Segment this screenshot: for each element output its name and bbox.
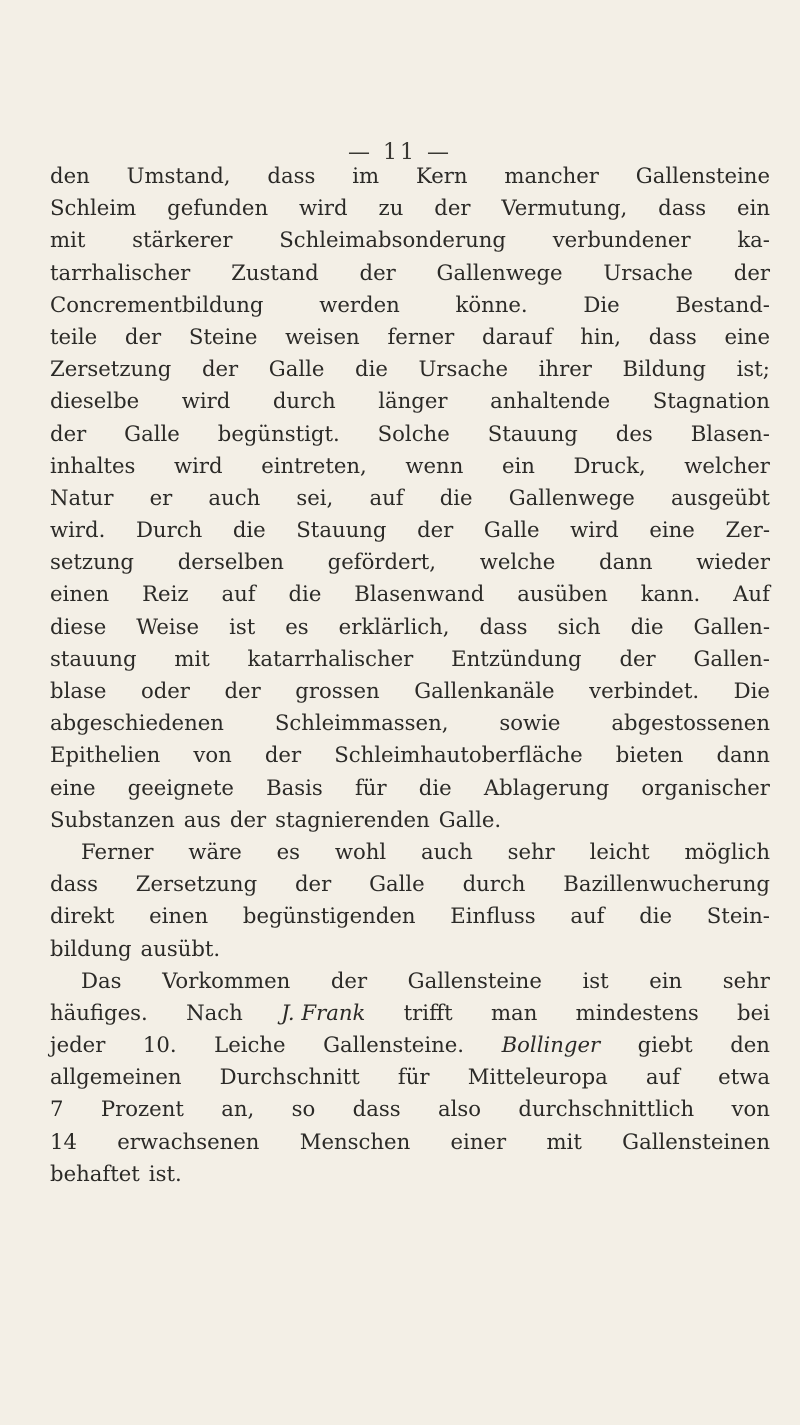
text-line bbox=[50, 933, 770, 965]
word: der bbox=[733, 259, 770, 285]
word: der bbox=[359, 259, 396, 285]
word: Druck, bbox=[573, 452, 646, 478]
text-line bbox=[50, 707, 770, 739]
word: einer bbox=[450, 1128, 507, 1154]
word: die bbox=[418, 774, 452, 800]
word: Vermutung, bbox=[501, 195, 628, 221]
word: Gallenkanäle bbox=[414, 678, 555, 703]
text-line bbox=[50, 739, 770, 771]
word: so bbox=[291, 1096, 316, 1122]
word: mit bbox=[50, 227, 86, 253]
word: ist; bbox=[736, 356, 770, 382]
word: häufiges. bbox=[50, 999, 148, 1025]
word: derselben bbox=[177, 549, 284, 575]
word: Bestand- bbox=[675, 291, 770, 317]
word: eine bbox=[724, 323, 770, 349]
text-line bbox=[50, 418, 770, 450]
word: Zersetzung bbox=[135, 871, 258, 897]
text-line bbox=[50, 900, 770, 932]
word: die bbox=[232, 517, 266, 543]
word: wenn bbox=[405, 452, 464, 478]
word: ka- bbox=[737, 227, 770, 253]
word: jeder bbox=[50, 1032, 106, 1058]
word: wird bbox=[181, 388, 231, 414]
word: die bbox=[355, 356, 388, 382]
page-number: — 11 — bbox=[348, 140, 452, 165]
word: dass bbox=[658, 195, 707, 221]
word: stauung bbox=[50, 645, 137, 671]
word: er bbox=[149, 484, 173, 510]
word: ein bbox=[649, 967, 683, 993]
word: Concrementbildung bbox=[50, 291, 264, 317]
word: wäre bbox=[188, 838, 242, 864]
word: Kern bbox=[415, 163, 468, 188]
word: sehr bbox=[722, 967, 770, 993]
word: sehr bbox=[507, 838, 555, 864]
word: im bbox=[352, 163, 380, 188]
word: durch bbox=[272, 388, 336, 414]
word: darauf bbox=[482, 323, 553, 349]
word: Blasenwand bbox=[354, 581, 485, 607]
word: ist bbox=[229, 613, 256, 639]
word: für bbox=[397, 1064, 430, 1090]
word: anhaltende bbox=[490, 388, 611, 414]
word: Zer- bbox=[725, 517, 770, 543]
word: Natur bbox=[50, 484, 114, 510]
word: Galle bbox=[268, 356, 325, 382]
word: eine bbox=[649, 517, 695, 543]
word: Galle bbox=[369, 871, 425, 897]
word: an, bbox=[221, 1096, 255, 1122]
word: Stauung bbox=[487, 420, 578, 446]
word: von bbox=[193, 742, 232, 768]
word: auf bbox=[570, 903, 605, 929]
word: J. Frank bbox=[281, 999, 366, 1025]
word: kann. bbox=[640, 581, 701, 607]
word: gefunden bbox=[167, 195, 269, 221]
text-line bbox=[50, 546, 770, 578]
text-line bbox=[50, 1158, 770, 1190]
text-line bbox=[50, 1029, 770, 1061]
word: Bollinger bbox=[501, 1032, 601, 1058]
word: blase bbox=[50, 678, 107, 703]
word: Galle. bbox=[438, 806, 502, 832]
word: Vorkommen bbox=[162, 967, 291, 993]
text-line bbox=[50, 192, 770, 224]
word: der bbox=[229, 806, 267, 832]
word: Gallensteine bbox=[407, 967, 542, 993]
word: bei bbox=[737, 999, 770, 1025]
word: bildung bbox=[50, 935, 132, 961]
word: Reiz bbox=[142, 581, 189, 607]
word: den bbox=[730, 1032, 770, 1058]
word: die bbox=[630, 613, 664, 639]
word: teile bbox=[50, 323, 98, 349]
word: begünstigt. bbox=[217, 420, 340, 446]
word: 7 bbox=[50, 1096, 64, 1122]
word: Gallen- bbox=[693, 613, 770, 639]
text-line bbox=[50, 289, 770, 321]
text-line bbox=[50, 997, 770, 1029]
word: stärkerer bbox=[132, 227, 233, 253]
word: welche bbox=[479, 549, 556, 575]
word: Gallenwege bbox=[508, 484, 635, 510]
word: setzung bbox=[50, 549, 134, 575]
word: etwa bbox=[718, 1064, 770, 1090]
word: einen bbox=[50, 581, 110, 607]
word: wird bbox=[174, 452, 223, 478]
word: die bbox=[439, 484, 473, 510]
word: dieselbe bbox=[50, 388, 140, 414]
word: Gallensteine bbox=[635, 163, 770, 188]
word: der bbox=[434, 195, 471, 221]
word: Leiche bbox=[214, 1032, 286, 1058]
word: wird. bbox=[50, 517, 106, 543]
word: also bbox=[437, 1096, 482, 1122]
word: dann bbox=[716, 742, 770, 768]
word: Galle bbox=[483, 517, 540, 543]
word: auf bbox=[645, 1064, 681, 1090]
word: tarrhalischer bbox=[50, 259, 191, 285]
word: es bbox=[276, 838, 301, 864]
word: wohl bbox=[334, 838, 387, 864]
word: Prozent bbox=[100, 1096, 184, 1122]
word: der bbox=[201, 356, 239, 382]
word: gefördert, bbox=[327, 549, 436, 575]
word: ein bbox=[737, 195, 770, 221]
word: weisen bbox=[285, 323, 360, 349]
word: Auf bbox=[733, 581, 770, 607]
word: Weise bbox=[136, 613, 200, 639]
word: Stauung bbox=[296, 517, 387, 543]
text-line bbox=[50, 804, 770, 836]
word: Gallen- bbox=[693, 645, 770, 671]
word: von bbox=[731, 1096, 770, 1122]
word: Gallensteine. bbox=[323, 1032, 465, 1058]
word: eine bbox=[50, 774, 96, 800]
word: auf bbox=[369, 484, 404, 510]
word: Basis bbox=[266, 774, 323, 800]
word: katarrhalischer bbox=[247, 645, 414, 671]
word: allgemeinen bbox=[50, 1064, 182, 1090]
body-text bbox=[50, 160, 770, 1190]
word: der bbox=[417, 517, 454, 543]
word: Durchschnitt bbox=[219, 1064, 360, 1090]
text-line bbox=[50, 643, 770, 675]
word: verbundener bbox=[552, 227, 691, 253]
text-line bbox=[50, 224, 770, 256]
word: Mitteleuropa bbox=[467, 1064, 608, 1090]
word: grossen bbox=[295, 678, 380, 703]
word: Menschen bbox=[299, 1128, 411, 1154]
text-line bbox=[50, 1061, 770, 1093]
text-line bbox=[50, 836, 770, 868]
word: die bbox=[288, 581, 322, 607]
word: abgestossenen bbox=[611, 710, 770, 736]
word: Ursache bbox=[603, 259, 693, 285]
word: aus bbox=[183, 806, 221, 832]
word: der bbox=[330, 967, 368, 993]
word: abgeschiedenen bbox=[50, 710, 224, 736]
word: Steine bbox=[188, 323, 258, 349]
text-line bbox=[50, 1126, 770, 1158]
word: sei, bbox=[296, 484, 334, 510]
word: Bazillenwucherung bbox=[563, 871, 770, 897]
word: ist. bbox=[148, 1160, 182, 1186]
word: behaftet bbox=[50, 1160, 140, 1186]
word: dann bbox=[599, 549, 653, 575]
word: der bbox=[264, 742, 302, 768]
word: erklärlich, bbox=[338, 613, 450, 639]
word: Zustand bbox=[231, 259, 319, 285]
text-line bbox=[50, 1093, 770, 1125]
word: Das bbox=[81, 967, 122, 993]
word: auf bbox=[221, 581, 256, 607]
word: inhaltes bbox=[50, 452, 136, 478]
text-line bbox=[50, 482, 770, 514]
word: verbindet. bbox=[589, 678, 700, 703]
word: werden bbox=[319, 291, 400, 317]
word: Bildung bbox=[622, 356, 706, 382]
text-line bbox=[50, 450, 770, 482]
text-line bbox=[50, 385, 770, 417]
word: organischer bbox=[641, 774, 770, 800]
word: Substanzen bbox=[50, 806, 175, 832]
word: Solche bbox=[377, 420, 450, 446]
word: 14 bbox=[50, 1128, 77, 1154]
word: möglich bbox=[684, 838, 770, 864]
word: Schleimmassen, bbox=[274, 710, 449, 736]
word: Gallensteinen bbox=[622, 1128, 770, 1154]
word: der bbox=[294, 871, 332, 897]
text-line bbox=[50, 611, 770, 643]
word: stagnierenden bbox=[275, 806, 430, 832]
word: es bbox=[285, 613, 309, 639]
word: bieten bbox=[615, 742, 684, 768]
word: mit bbox=[546, 1128, 582, 1154]
word: mancher bbox=[504, 163, 599, 188]
word: für bbox=[354, 774, 387, 800]
text-line bbox=[50, 353, 770, 385]
word: wird bbox=[570, 517, 619, 543]
word: hin, bbox=[580, 323, 622, 349]
word: Die bbox=[733, 678, 770, 703]
word: der bbox=[224, 678, 261, 703]
word: Gallenwege bbox=[436, 259, 563, 285]
word: mindestens bbox=[575, 999, 699, 1025]
word: den bbox=[50, 163, 90, 188]
word: wird bbox=[299, 195, 348, 221]
word: giebt bbox=[637, 1032, 693, 1058]
word: Ursache bbox=[418, 356, 509, 382]
word: der bbox=[124, 323, 162, 349]
word: auch bbox=[420, 838, 473, 864]
word: ihrer bbox=[538, 356, 592, 382]
word: durchschnittlich bbox=[518, 1096, 695, 1122]
word: eintreten, bbox=[261, 452, 367, 478]
word: zu bbox=[378, 195, 404, 221]
word: ausübt. bbox=[140, 935, 221, 961]
word: die bbox=[639, 903, 673, 929]
word: ein bbox=[501, 452, 535, 478]
word: ausgeübt bbox=[670, 484, 770, 510]
word: auch bbox=[208, 484, 261, 510]
text-line bbox=[50, 160, 770, 192]
text-line bbox=[50, 772, 770, 804]
word: sowie bbox=[499, 710, 561, 736]
word: geeignete bbox=[127, 774, 234, 800]
word: dass bbox=[50, 871, 98, 897]
word: der bbox=[50, 420, 87, 446]
word: länger bbox=[378, 388, 448, 414]
word: man bbox=[490, 999, 538, 1025]
word: Die bbox=[583, 291, 620, 317]
word: ausüben bbox=[517, 581, 608, 607]
word: ferner bbox=[387, 323, 455, 349]
word: Stein- bbox=[706, 903, 770, 929]
word: Blasen- bbox=[690, 420, 770, 446]
word: oder bbox=[140, 678, 190, 703]
text-line bbox=[50, 321, 770, 353]
word: Zersetzung bbox=[50, 356, 172, 382]
word: erwachsenen bbox=[117, 1128, 260, 1154]
word: dass bbox=[267, 163, 316, 188]
word: dass bbox=[352, 1096, 401, 1122]
word: Schleimabsonderung bbox=[279, 227, 506, 253]
word: trifft bbox=[403, 999, 453, 1025]
text-line bbox=[50, 514, 770, 546]
word: durch bbox=[462, 871, 526, 897]
word: sich bbox=[557, 613, 601, 639]
word: dass bbox=[479, 613, 528, 639]
word: 10. bbox=[142, 1032, 177, 1058]
text-line bbox=[50, 868, 770, 900]
word: Ablagerung bbox=[483, 774, 610, 800]
word: Schleimhautoberfläche bbox=[334, 742, 583, 768]
word: wieder bbox=[696, 549, 770, 575]
text-line bbox=[50, 257, 770, 289]
word: Umstand, bbox=[126, 163, 231, 188]
word: der bbox=[619, 645, 656, 671]
word: direkt bbox=[50, 903, 115, 929]
text-line bbox=[50, 675, 770, 707]
word: leicht bbox=[589, 838, 650, 864]
word: könne. bbox=[455, 291, 528, 317]
word: ist bbox=[582, 967, 609, 993]
word: diese bbox=[50, 613, 107, 639]
word: Ferner bbox=[81, 838, 154, 864]
word: Stagnation bbox=[652, 388, 770, 414]
text-line bbox=[50, 965, 770, 997]
text-line bbox=[50, 578, 770, 610]
word: Entzündung bbox=[451, 645, 582, 671]
word: des bbox=[615, 420, 653, 446]
word: welcher bbox=[684, 452, 770, 478]
word: Nach bbox=[186, 999, 243, 1025]
word: Epithelien bbox=[50, 742, 161, 768]
word: mit bbox=[174, 645, 210, 671]
word: einen bbox=[149, 903, 209, 929]
word: Einfluss bbox=[450, 903, 536, 929]
word: Schleim bbox=[50, 195, 137, 221]
word: begünstigenden bbox=[242, 903, 416, 929]
word: Galle bbox=[124, 420, 180, 446]
word: Durch bbox=[135, 517, 203, 543]
word: dass bbox=[648, 323, 697, 349]
